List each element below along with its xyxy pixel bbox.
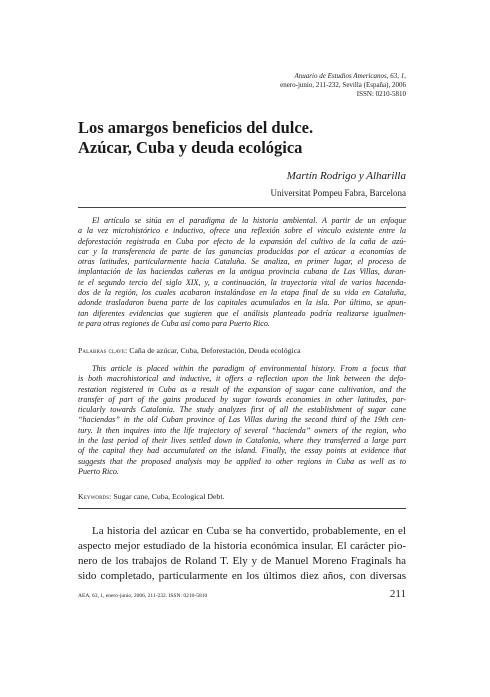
journal-header	[186, 72, 406, 99]
abstract-line: car y la transferencia de parte de las ganancias producidas por el azúcar a economías de	[78, 246, 406, 256]
author-name: Martín Rodrigo y Alharilla	[286, 170, 406, 182]
keywords-english	[78, 492, 408, 502]
abstract-line: This article is placed within the paradigm of environmental history. From a focus that	[92, 364, 406, 373]
keywords-label: Palabras clave:	[78, 346, 128, 355]
abstract-line: implantación de las haciendas cañeras en la antigua provincia cubana de Las Villas, duran-	[78, 267, 406, 277]
abstract-line: in the last period of their lives settled down in Catalonia, where they transferred a large part	[78, 436, 406, 446]
author-affiliation: Universitat Pompeu Fabra, Barcelona	[270, 188, 406, 198]
article-title	[78, 118, 408, 158]
abstract-line: ticularly towards Catalonia. The study analyzes first of all the establishment of sugar cane	[78, 405, 406, 415]
footer-citation: AEA, 63, 1, enero-junio, 2006, 211-232. ISSN: 0210-5810	[78, 593, 208, 599]
abstract-line: a la vez microhistórico e inductivo, ofrece una reflexión sobre el vínculo existente entre la	[78, 226, 406, 236]
abstract-line: deforestación registrada en Cuba por efecto de la expansión del cultivo de la caña de azú-	[78, 236, 406, 246]
abstract-line: suggests that the proposed analysis may be applied to other regions in Cuba as well as to	[78, 456, 406, 466]
body-line: aspecto mejor estudiado de la historia económica insular. El carácter pio-	[78, 540, 406, 552]
abstract-line: is both macrohistorical and inductive, it offers a reflection upon the link between the defo-	[78, 374, 406, 384]
article-title-line-2: Azúcar, Cuba y deuda ecológica	[78, 138, 303, 157]
body-line: nero de los trabajos de Roland T. Ely y de Manuel Moreno Fraginals ha	[78, 555, 406, 567]
abstract-line: Puerto Rico.	[78, 466, 119, 476]
abstract-line: of the capital they had accumulated on the island. Finally, the essay points at evidence that	[78, 446, 406, 456]
article-title-line-1: Los amargos beneficios del dulce.	[78, 118, 314, 137]
abstract-line: transfer of part of the gains produced by sugar towards economies in other latitudes, par-	[78, 394, 406, 404]
abstract-english	[78, 364, 406, 477]
separator-rule-top	[78, 207, 406, 208]
abstract-line: El artículo se sitúa en el paradigma de la historia ambiental. A partir de un enfoque	[92, 216, 406, 225]
separator-rule-bottom	[78, 508, 406, 509]
body-line: sido completado, particularmente en los últimos diez años, con diversas	[78, 570, 406, 582]
journal-header-line-2: enero-junio, 211-232, Sevilla (España), 2006	[280, 81, 406, 89]
body-paragraph	[78, 524, 406, 584]
abstract-line: otras latitudes, particularmente hacia Cataluña. Se analiza, en primer lugar, el proceso de	[78, 257, 406, 267]
page-number: 211	[389, 588, 406, 600]
abstract-line: te para otras regiones de Cuba así como para Puerto Rico.	[78, 318, 270, 328]
abstract-spanish	[78, 216, 406, 329]
keywords-spanish	[78, 346, 408, 356]
keywords-label: Keywords:	[78, 492, 112, 501]
keywords-text: Sugar cane, Cuba, Ecological Debt.	[113, 492, 225, 501]
abstract-line: te el segundo tercio del siglo XIX, y, a continuación, la trayectoria vital de varios hacenda-	[78, 277, 406, 287]
abstract-line: dos de la región, los cuales acabaron instalándose en la etapa final de su vida en Cataluña,	[78, 288, 406, 298]
journal-header-line-3: ISSN: 0210-5810	[356, 90, 406, 98]
abstract-line: tury. It then inquires into the life trajectory of several “hacienda” owners of the region, who	[78, 425, 406, 435]
abstract-line: tan diferentes evidencias que sugieren que el análisis planteado podría realizarse igualmen-	[78, 308, 406, 318]
keywords-text: Caña de azúcar, Cuba, Deforestación, Deuda ecológica	[129, 346, 301, 355]
body-line: La historia del azúcar en Cuba se ha convertido, probablemente, en el	[92, 525, 406, 537]
abstract-line: “haciendas” in the old Cuban province of Las Villas during the second third of the 19th cen-	[78, 415, 406, 425]
abstract-line: restation registered in Cuba as a result of the expansion of sugar cane cultivation, and the	[78, 384, 406, 394]
journal-header-line-1: Anuario de Estudios Americanos, 63, 1,	[294, 72, 406, 80]
abstract-line: adonde trasladaron buena parte de los capitales acumulados en la isla. Por último, se apun-	[78, 298, 406, 308]
